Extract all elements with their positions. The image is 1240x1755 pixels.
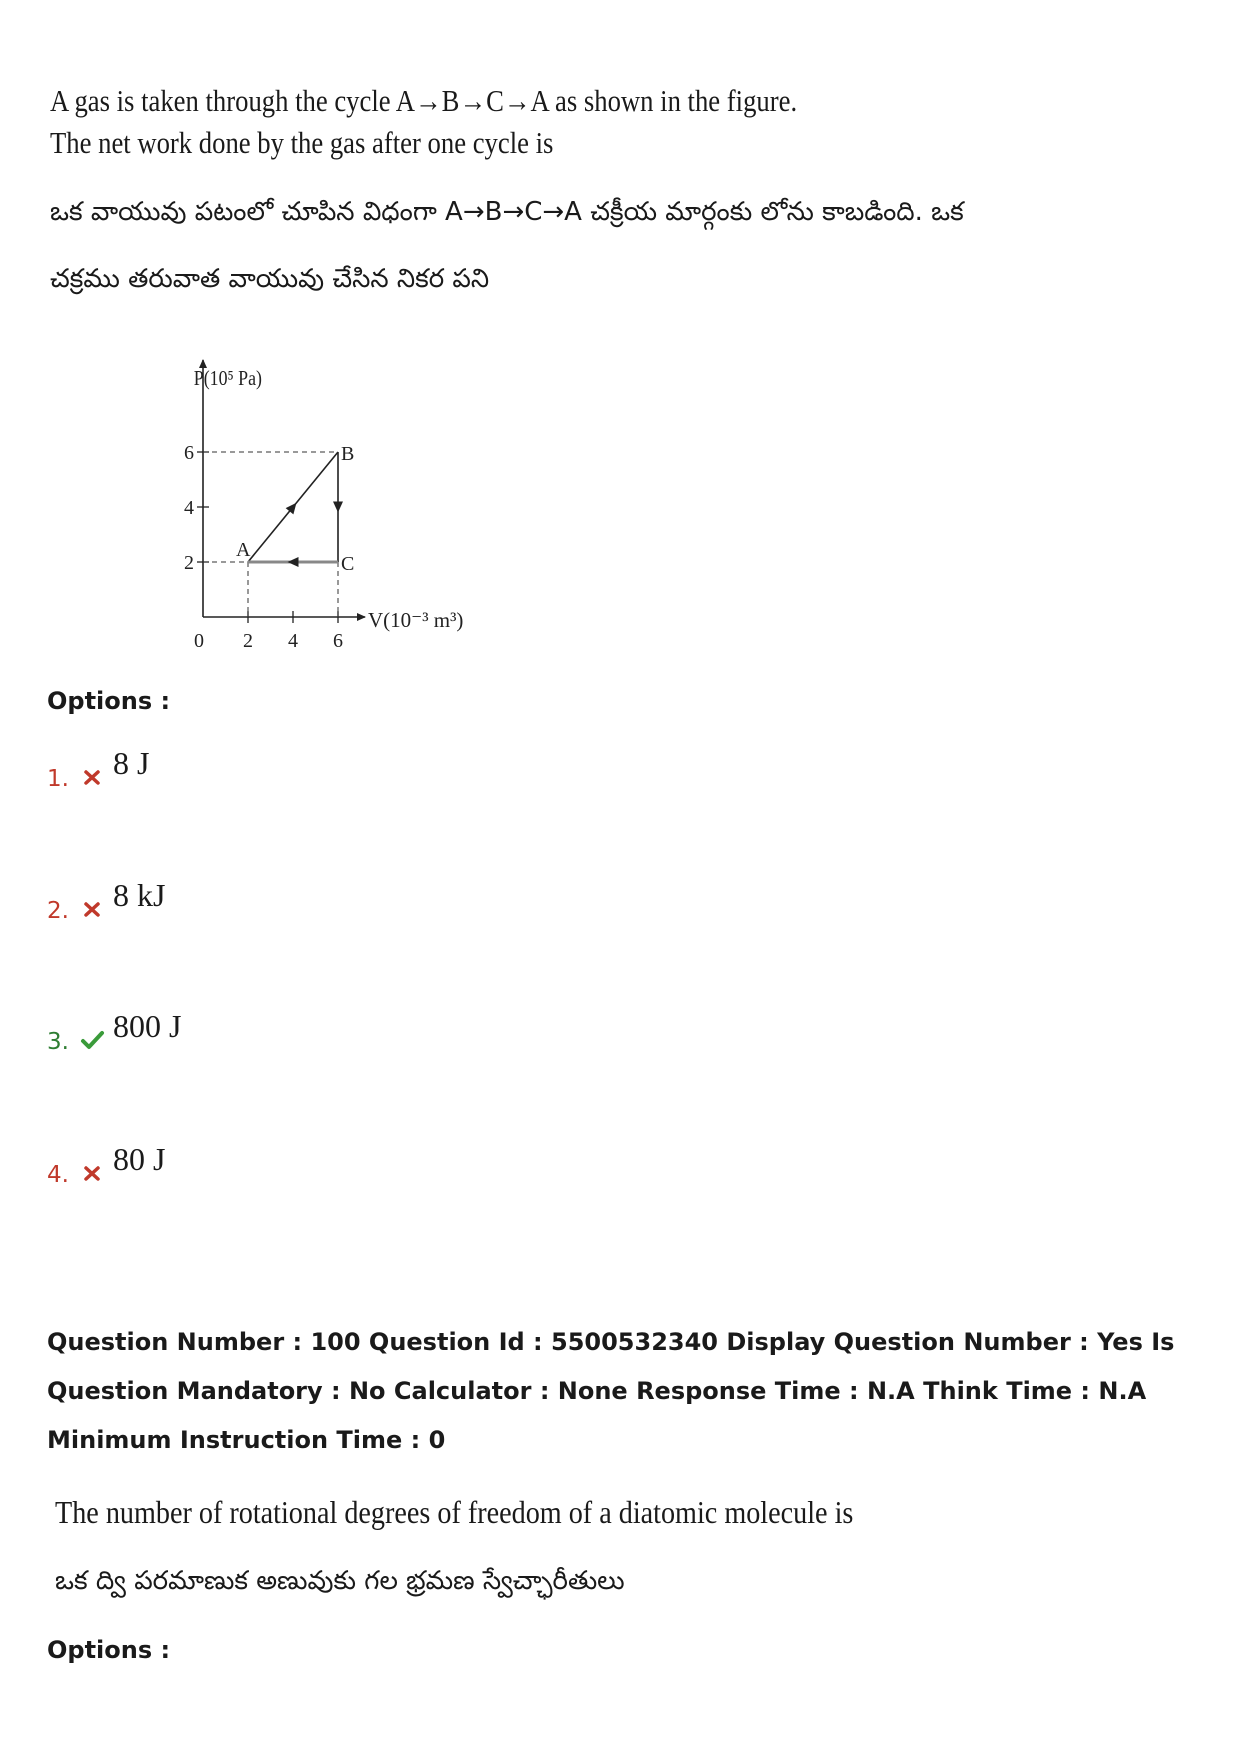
- point-label-b: B: [341, 443, 355, 465]
- option-value: 800 J: [113, 1008, 182, 1044]
- pv-diagram: [170, 355, 490, 655]
- option-number: 4.: [47, 1162, 69, 1188]
- option-number: 3.: [47, 1029, 69, 1055]
- arrow-a-to-b: [286, 503, 297, 515]
- x-tick-label: 2: [243, 630, 253, 652]
- cross-icon: [79, 766, 105, 788]
- y-tick-label: 2: [184, 552, 194, 574]
- option-value: 80 J: [113, 1141, 166, 1177]
- options-label-q2: Options :: [47, 1636, 171, 1664]
- x-tick-label: 4: [288, 630, 298, 652]
- option-4[interactable]: [47, 1141, 165, 1188]
- options-label: Options :: [47, 687, 171, 715]
- arrow-b-to-c: [333, 502, 343, 513]
- check-icon: [79, 1029, 105, 1051]
- option-2[interactable]: [47, 877, 165, 924]
- option-3[interactable]: [47, 1008, 181, 1055]
- y-tick-label: 6: [184, 442, 194, 464]
- question2-text-english: The number of rotational degrees of freedom of a diatomic molecule is: [55, 1494, 854, 1530]
- question-text-telugu-line2: చక్రము తరువాత వాయువు చేసిన నికర పని: [50, 264, 490, 294]
- x-tick-label: 6: [333, 630, 343, 652]
- x-axis-label: V(10⁻³ m³): [368, 608, 464, 632]
- option-number: 2.: [47, 898, 69, 924]
- y-axis-label: P(10⁵ Pa): [193, 367, 262, 391]
- cross-icon: [79, 1162, 105, 1184]
- question2-text-telugu: ఒక ద్వి పరమాణుక అణువుకు గల భ్రమణ స్వేచ్ఛారీతులు: [55, 1566, 625, 1596]
- question-text-telugu-line1: ఒక వాయువు పటంలో చూపిన విధంగా A→B→C→A చక్రీయ మార్గంకు లోను కాబడింది. ఒక: [50, 197, 964, 227]
- option-1[interactable]: [47, 745, 149, 792]
- option-value: 8 J: [113, 745, 150, 781]
- y-tick-label: 4: [184, 497, 194, 519]
- pv-diagram-svg: [170, 355, 490, 655]
- option-value: 8 kJ: [113, 877, 166, 913]
- question-metadata: Question Number : 100 Question Id : 5500532340 Display Question Number : Yes Is Question Mandatory : No Calculator : None Response Time : N.A Think Time : N.A Minimum Instruction Time : 0: [47, 1328, 1175, 1454]
- option-number: 1.: [47, 766, 69, 792]
- point-label-a: A: [236, 539, 251, 561]
- question-text-english: A gas is taken through the cycle A→B→C→A as shown in the figure. The net work done by the gas after one cycle is: [50, 83, 798, 160]
- cross-icon: [79, 898, 105, 920]
- arrow-c-to-a: [288, 557, 299, 567]
- point-label-c: C: [341, 553, 355, 575]
- origin-label: 0: [194, 630, 204, 652]
